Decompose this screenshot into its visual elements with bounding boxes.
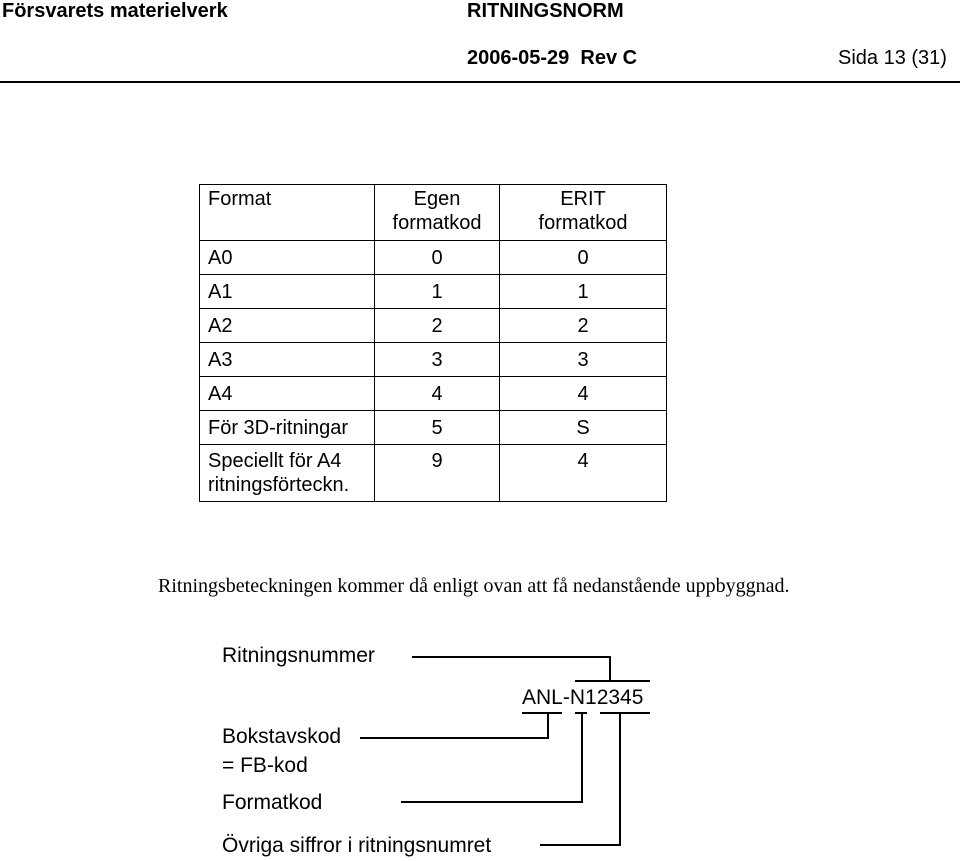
label-drawing-number: Ritningsnummer xyxy=(222,644,375,667)
cell-format: A3 xyxy=(200,343,375,377)
cell-own-code: 3 xyxy=(375,343,500,377)
cell-own-code: 1 xyxy=(375,275,500,309)
connector-other-digits xyxy=(540,713,620,845)
cell-erit-code: 4 xyxy=(500,445,667,502)
cell-erit-code: 0 xyxy=(500,241,667,275)
date-revision: 2006-05-29 Rev C xyxy=(467,47,638,69)
column-header-erit-code: ERIT formatkod xyxy=(500,185,667,241)
document-title: RITNINGSNORM xyxy=(467,0,624,22)
column-header-format: Format xyxy=(200,185,375,241)
body-paragraph: Ritningsbeteckningen kommer då enligt ovan att få nedanstående uppbyggnad. xyxy=(158,575,790,597)
cell-own-code: 5 xyxy=(375,411,500,445)
label-format-code: Formatkod xyxy=(222,791,323,814)
page-number: Sida 13 (31) xyxy=(838,47,947,69)
cell-erit-code: 3 xyxy=(500,343,667,377)
cell-erit-code: 2 xyxy=(500,309,667,343)
cell-format: För 3D-ritningar xyxy=(200,411,375,445)
cell-own-code: 4 xyxy=(375,377,500,411)
cell-own-code: 0 xyxy=(375,241,500,275)
cell-erit-code: 1 xyxy=(500,275,667,309)
cell-format: A1 xyxy=(200,275,375,309)
cell-erit-code: 4 xyxy=(500,377,667,411)
label-fb-code: = FB-kod xyxy=(222,754,308,777)
cell-own-code: 2 xyxy=(375,309,500,343)
cell-format: A2 xyxy=(200,309,375,343)
cell-format: A0 xyxy=(200,241,375,275)
cell-format: Speciellt för A4 ritningsförteckn. xyxy=(200,445,375,502)
org-name: Försvarets materielverk xyxy=(2,0,228,22)
cell-erit-code: S xyxy=(500,411,667,445)
cell-own-code: 9 xyxy=(375,445,500,502)
label-other-digits: Övriga siffror i ritningsnumret xyxy=(222,834,492,857)
connector-drawing-number xyxy=(412,657,610,681)
connector-format-code xyxy=(401,713,582,802)
cell-format: A4 xyxy=(200,377,375,411)
column-header-own-code: Egen formatkod xyxy=(375,185,500,241)
drawing-number-example: ANL-N12345 xyxy=(522,686,644,709)
connector-letter-code xyxy=(360,713,548,738)
label-letter-code: Bokstavskod xyxy=(222,725,342,748)
